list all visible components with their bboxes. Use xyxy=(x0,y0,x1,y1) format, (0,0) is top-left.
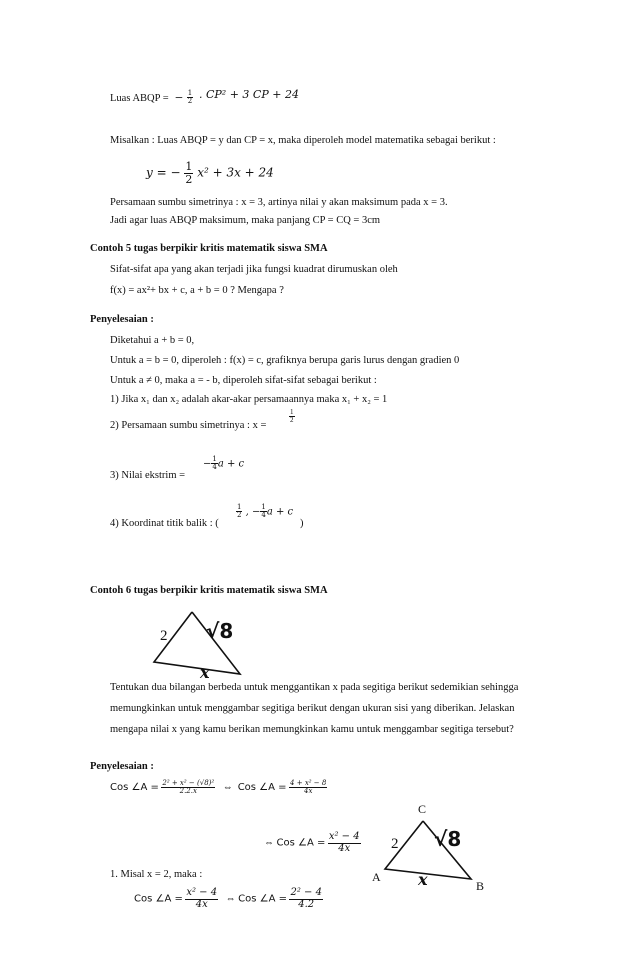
cos-fraction-2 xyxy=(289,780,327,796)
f4-num: x² − 4 xyxy=(186,887,218,898)
peny2-title: Penyelesaian : xyxy=(90,761,154,772)
triangle-1-side-sqrt8: √8 xyxy=(206,619,234,643)
cos-label-1: Cos ∠A = xyxy=(110,782,159,794)
triangle-1-side-2: 2 xyxy=(160,628,168,644)
peny1-untuk-nonzero: Untuk a ≠ 0, maka a = - b, diperoleh sifat-sifat sebagai berikut : xyxy=(110,375,377,386)
triangle-2-side-2: 2 xyxy=(391,836,399,852)
f2-den: 4x xyxy=(303,787,313,796)
f3-num: x² − 4 xyxy=(328,831,360,842)
vertex-label-c: C xyxy=(418,802,427,816)
cos-label-5: Cos ∠A = xyxy=(238,893,287,905)
contoh6-p2: memungkinkan untuk menggambar segitiga berikut dengan ukuran sisi yang diberikan. Jelaskan xyxy=(110,703,515,714)
cos-formula-row-3 xyxy=(134,888,323,910)
cos-formula-row-1 xyxy=(110,780,327,796)
neg-half-fraction: − $\frac{1}{2}$ xyxy=(171,89,193,106)
luas-formula: . CP² + 3 CP + 24 xyxy=(199,88,299,101)
misalkan-text: Misalkan : Luas ABQP = y dan CP = x, maka diperoleh model matematika sebagai berikut : xyxy=(110,135,496,146)
f4-den: 4x xyxy=(195,898,208,910)
f5-num: 2² − 4 xyxy=(290,887,322,898)
peny1-item3: 3) Nilai ekstrim = xyxy=(110,470,186,481)
cos-label-3: Cos ∠A = xyxy=(276,837,326,849)
model-lhs: y = − xyxy=(146,165,181,180)
peny1-item1: 1) Jika x₁ dan x₂ adalah akar-akar persamaannya maka x₁ + x₂ = 1 xyxy=(110,394,388,405)
luas-label: Luas ABQP = xyxy=(110,92,169,104)
item2-half: $\frac{1}{2}$ xyxy=(290,408,294,425)
ekstrim-expression: − $\frac{1}{4}$ a + c xyxy=(203,455,245,472)
model-half: $\frac{1}{2}$ xyxy=(185,160,193,186)
vertex-label-b: B xyxy=(476,879,485,893)
iff-symbol-2: ⇔ xyxy=(264,837,274,849)
f1-den: 2.2.x xyxy=(179,787,197,796)
triangle-2-side-sqrt8: √8 xyxy=(434,827,462,851)
contoh6-title: Contoh 6 tugas berpikir kritis matematik siswa SMA xyxy=(90,585,328,596)
cos-label-4: Cos ∠A = xyxy=(134,893,183,905)
peny1-item4-close: ) xyxy=(300,518,304,529)
cos-fraction-4 xyxy=(185,888,218,910)
f3-den: 4x xyxy=(338,842,351,854)
contoh6-p3: mengapa nilai x yang kamu berikan memungkinkan kamu untuk menggambar segitiga tersebut? xyxy=(110,724,514,735)
titik-balik-expression: $\frac{1}{2}$ , − $\frac{1}{4}$ a + c xyxy=(237,503,294,520)
cos-formula-row-2 xyxy=(264,832,361,854)
f1-num: 2² + x² − (√8)² xyxy=(162,779,215,787)
f5-den: 4.2 xyxy=(298,898,315,910)
contoh5-q1: Sifat-sifat apa yang akan terjadi jika fungsi kuadrat dirumuskan oleh xyxy=(110,264,398,275)
ekstrim-expr-text: a + c xyxy=(217,458,245,470)
cos-fraction-3 xyxy=(328,832,361,854)
sumbu-text: Persamaan sumbu simetrinya : x = 3, artinya nilai y akan maksimum pada x = 3. xyxy=(110,197,448,208)
jadi-text: Jadi agar luas ABQP maksimum, maka panjang CP = CQ = 3cm xyxy=(110,215,381,226)
contoh5-title: Contoh 5 tugas berpikir kritis matematik siswa SMA xyxy=(90,243,328,254)
contoh5-q2: f(x) = ax²+ bx + c, a + b = 0 ? Mengapa ? xyxy=(110,285,284,296)
triangle-1-side-x: x xyxy=(200,663,210,682)
misal-text: 1. Misal x = 2, maka : xyxy=(110,869,203,880)
model-rhs: x² + 3x + 24 xyxy=(197,165,274,180)
cos-label-2: Cos ∠A = xyxy=(237,782,287,794)
triangle-2-side-x: x xyxy=(418,870,428,889)
vertex-label-a: A xyxy=(372,870,381,884)
cos-fraction-5 xyxy=(289,888,322,910)
peny1-title: Penyelesaian : xyxy=(90,314,154,325)
model-equation xyxy=(146,161,274,185)
peny1-untuk-zero: Untuk a = b = 0, diperoleh : f(x) = c, grafiknya berupa garis lurus dengan gradien 0 xyxy=(110,355,460,366)
peny1-item2: 2) Persamaan sumbu simetrinya : x = xyxy=(110,420,267,431)
f2-num: 4 + x² − 8 xyxy=(290,779,327,787)
peny1-item4: 4) Koordinat titik balik : ( xyxy=(110,518,219,529)
iff-symbol-1: ⇔ xyxy=(222,782,233,794)
peny1-diketahui: Diketahui a + b = 0, xyxy=(110,335,195,346)
iff-symbol-3: ⇔ xyxy=(225,893,236,905)
luas-line xyxy=(110,90,193,106)
cos-fraction-1 xyxy=(161,780,215,796)
contoh6-p1: Tentukan dua bilangan berbeda untuk menggantikan x pada segitiga berikut sedemikian sehingga xyxy=(110,682,519,693)
